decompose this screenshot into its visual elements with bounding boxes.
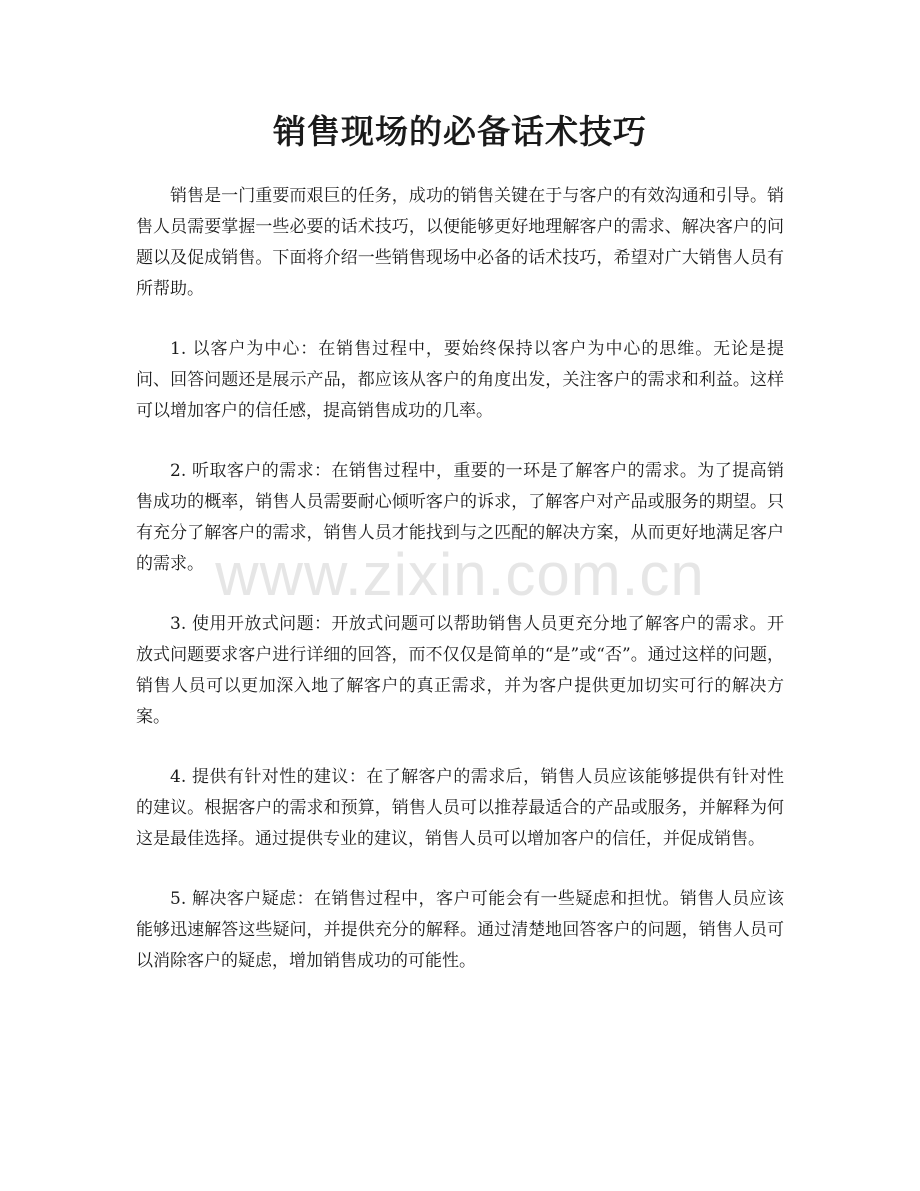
watermark: www.zixin.com.cn <box>215 541 705 608</box>
intro-paragraph: 销售是一门重要而艰巨的任务，成功的销售关键在于与客户的有效沟通和引导。销售人员需要掌握一些必要的话术技巧，以便能够更好地理解客户的需求、解决客户的问题以及促成销售。下面将介绍一些销售现场中必备的话术技巧，希望对广大销售人员有所帮助。 <box>136 186 784 299</box>
tip-paragraph-1: 1. 以客户为中心：在销售过程中，要始终保持以客户为中心的思维。无论是提问、回答问题还是展示产品，都应该从客户的角度出发，关注客户的需求和利益。这样可以增加客户的信任感，提高销售成功的几率。 <box>136 339 784 421</box>
document-body <box>136 181 784 1006</box>
tip-paragraph-4: 4. 提供有针对性的建议：在了解客户的需求后，销售人员应该能够提供有针对性的建议。根据客户的需求和预算，销售人员可以推荐最适合的产品或服务，并解释为何这是最佳选择。通过提供专业的建议，销售人员可以增加客户的信任，并促成销售。 <box>136 767 784 849</box>
tip-paragraph-3: 3. 使用开放式问题：开放式问题可以帮助销售人员更充分地了解客户的需求。开放式问题要求客户进行详细的回答，而不仅仅是简单的“是”或“否”。通过这样的问题，销售人员可以更加深入地了解客户的真正需求，并为客户提供更加切实可行的解决方案。 <box>136 614 784 727</box>
tip-paragraph-5: 5. 解决客户疑虑：在销售过程中，客户可能会有一些疑虑和担忧。销售人员应该能够迅速解答这些疑问，并提供充分的解释。通过清楚地回答客户的问题，销售人员可以消除客户的疑虑，增加销售成功的可能性。 <box>136 889 784 971</box>
document-title: 销售现场的必备话术技巧 <box>273 112 647 151</box>
tip-paragraph-2: 2. 听取客户的需求：在销售过程中，重要的一环是了解客户的需求。为了提高销售成功的概率，销售人员需要耐心倾听客户的诉求，了解客户对产品或服务的期望。只有充分了解客户的需求，销售人员才能找到与之匹配的解决方案，从而更好地满足客户的需求。 <box>136 461 784 574</box>
